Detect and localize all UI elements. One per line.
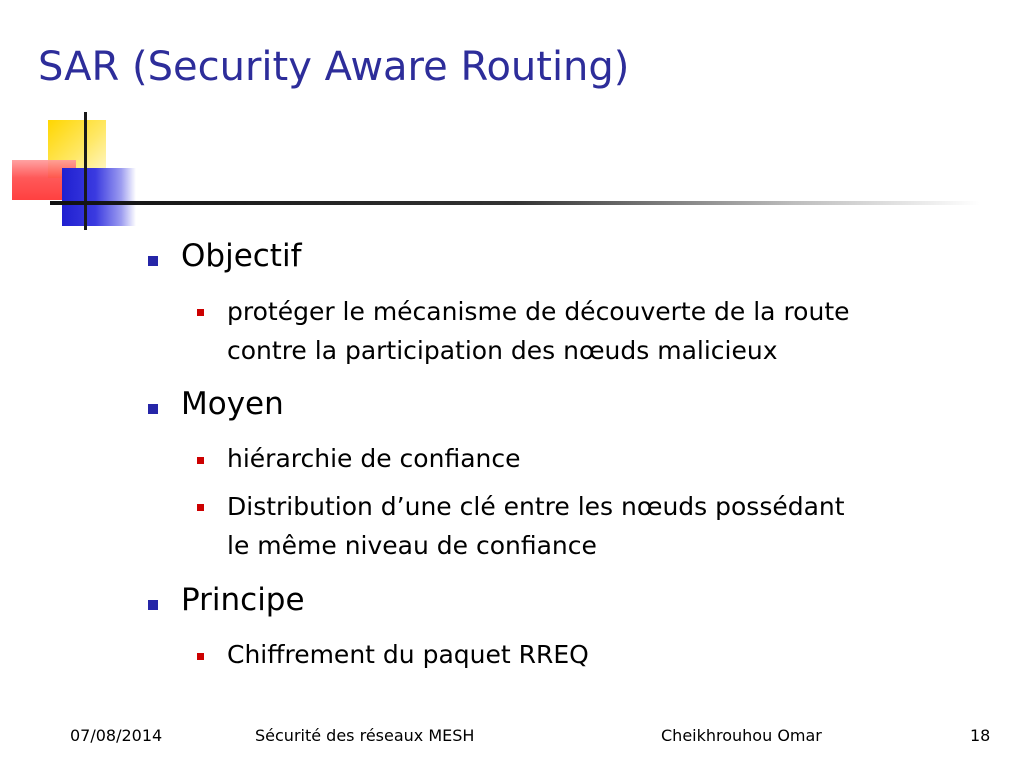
bullet-text-continuation: le même niveau de confiance [227,531,597,560]
section-heading: Principe [181,582,305,618]
level2-bullet-icon [197,504,204,511]
section-heading: Objectif [181,238,302,274]
blue-square-decoration [62,168,136,226]
bullet-text: hiérarchie de confiance [227,444,521,473]
footer-author: Cheikhrouhou Omar [661,726,822,745]
bullet-text: Distribution d’une clé entre les nœuds possédant [227,492,845,521]
footer-subject: Sécurité des réseaux MESH [255,726,475,745]
bullet-text: Chiffrement du paquet RREQ [227,640,589,669]
vertical-line-decoration [84,112,87,230]
slide-title: SAR (Security Aware Routing) [38,44,630,90]
level2-bullet-icon [197,309,204,316]
footer-page-number: 18 [970,726,991,745]
level1-bullet-icon [148,404,158,414]
level2-bullet-icon [197,653,204,660]
level1-bullet-icon [148,600,158,610]
section-heading: Moyen [181,386,284,422]
level2-bullet-icon [197,457,204,464]
bullet-text: protéger le mécanisme de découverte de la route [227,297,850,326]
footer-date: 07/08/2014 [70,726,163,745]
bullet-text-continuation: contre la participation des nœuds malicieux [227,336,778,365]
level1-bullet-icon [148,256,158,266]
title-underline-decoration [50,201,980,205]
